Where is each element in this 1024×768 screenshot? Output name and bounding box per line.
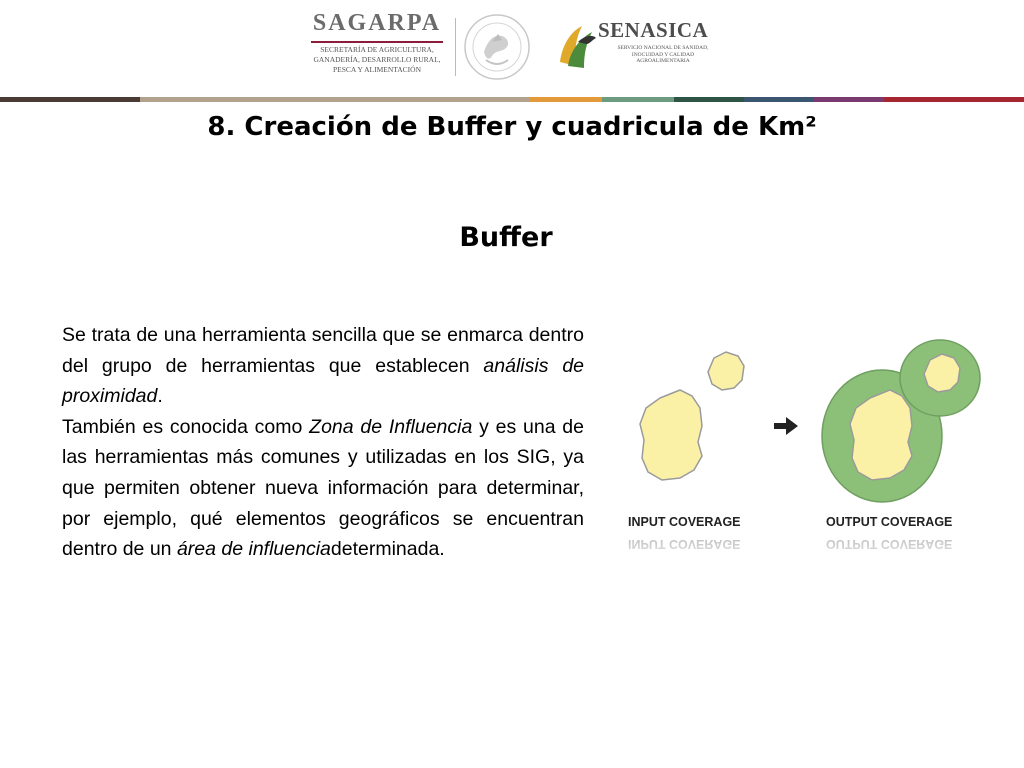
section-heading: Buffer [459, 222, 553, 253]
sagarpa-logo [303, 10, 451, 80]
sagarpa-wordmark: SAGARPA [312, 10, 442, 36]
reflection-fade [622, 530, 997, 570]
body-text [62, 320, 584, 565]
color-bar-segment [602, 97, 674, 102]
output-polygon-small [924, 354, 960, 392]
senasica-wordmark: SENASICA [598, 18, 709, 42]
buffer-diagram [622, 330, 997, 590]
color-bar-segment [674, 97, 744, 102]
header [0, 0, 1024, 97]
sagarpa-subtitle: SECRETARÍA DE AGRICULTURA, GANADERÍA, DESARROLLO RURAL, PESCA Y ALIMENTACIÓN [313, 45, 441, 74]
color-bar-segment [140, 97, 530, 102]
color-bar-segment [0, 97, 140, 102]
sagarpa-rule [311, 41, 443, 43]
color-bar-segment [884, 97, 1024, 102]
output-coverage-label: OUTPUT COVERAGE [826, 515, 953, 529]
senasica-subtitle: SERVICIO NACIONAL DE SANIDAD, INOCUIDAD Y CALIDAD AGROALIMENTARIA [617, 45, 709, 64]
mexican-seal-icon [462, 12, 532, 82]
paragraph-influence-zone: También es conocida como Zona de Influencia y es una de las herramientas más comunes y utilizadas en los SIG, ya que permiten obtener nueva información para determinar, por ejemplo, qué elementos geográficos se encuentran dentro de un área de influenciadeterminada. [62, 415, 585, 561]
color-bar-segment [814, 97, 884, 102]
color-bar-segment [744, 97, 814, 102]
slide-title: 8. Creación de Buffer y cuadricula de Km² [207, 112, 817, 142]
senasica-emblem-icon [556, 22, 598, 70]
input-coverage-label: INPUT COVERAGE [628, 515, 741, 529]
color-bar-segment [530, 97, 602, 102]
senasica-logo [556, 18, 726, 80]
paragraph-definition: Se trata de una herramienta sencilla que se enmarca dentro del grupo de herramientas que establecen análisis de proximidad. [62, 324, 585, 408]
input-polygon-small [708, 352, 744, 390]
arrow-icon [774, 417, 798, 435]
input-polygon-large [640, 390, 702, 480]
header-divider [455, 18, 456, 76]
